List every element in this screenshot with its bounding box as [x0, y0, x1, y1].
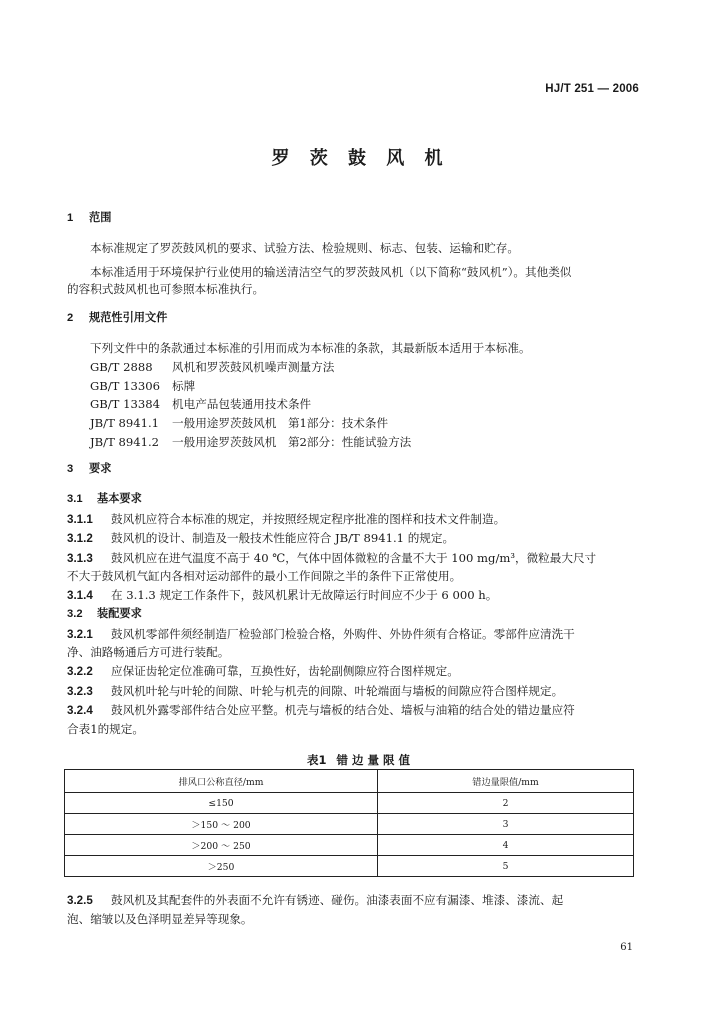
section-2-heading: [67, 311, 167, 325]
table-row: [65, 793, 634, 814]
table-row: [65, 835, 634, 856]
reference-title: 一般用途罗茨鼓风机 第2部分：性能试验方法: [172, 435, 412, 449]
section-title: 规范性引用文件: [89, 311, 168, 324]
clause-text: 鼓风机叶轮与叶轮的间隙、叶轮与机壳的间隙、叶轮端面与墙板的间隙应符合图样规定。: [111, 684, 564, 698]
table-cell: ＞150 ～ 200: [65, 814, 378, 835]
standard-number: HJ/T 251 — 2006: [545, 83, 639, 95]
subsection-title: 基本要求: [97, 492, 142, 505]
reference-code: GB/T 13306: [90, 379, 160, 393]
table-caption: [0, 752, 721, 768]
reference-title: 标牌: [172, 379, 196, 393]
clause-number: 3.2.3: [67, 685, 93, 698]
reference-item: [90, 397, 311, 411]
clause-number: 3.2.5: [67, 894, 93, 907]
reference-code: JB/T 8941.1: [90, 416, 160, 430]
clause-text: 鼓风机外露零部件结合处应平整。机壳与墙板的结合处、墙板与油箱的结合处的错边量应符: [111, 703, 575, 717]
clause-3-2-1: [67, 627, 575, 642]
section-title: 范围: [89, 211, 112, 224]
reference-code: JB/T 8941.2: [90, 435, 160, 449]
reference-code: GB/T 13384: [90, 397, 160, 411]
reference-item: [90, 379, 195, 393]
clause-number: 3.1.3: [67, 552, 93, 565]
section-number: 1: [67, 212, 74, 224]
clause-number: 3.2.1: [67, 628, 93, 641]
clause-continuation: 不大于鼓风机气缸内各相对运动部件的最小工作间隙之半的条件下正常使用。: [67, 569, 462, 583]
column-header: 排风口公称直径/mm: [65, 770, 378, 793]
section-3-heading: [67, 462, 111, 476]
clause-continuation: 泡、缩皱以及色泽明显差异等现象。: [67, 912, 253, 926]
clause-text: 鼓风机的设计、制造及一般技术性能应符合 JB/T 8941.1 的规定。: [111, 531, 455, 545]
clause-text: 在 3.1.3 规定工作条件下，鼓风机累计无故障运行时间应不少于 6 000 h。: [111, 588, 498, 602]
section-number: 2: [67, 312, 74, 324]
section-title: 要求: [89, 462, 112, 475]
table-cell: ＞250: [65, 856, 378, 877]
edge-offset-limit-table: [64, 769, 634, 877]
reference-code: GB/T 2888: [90, 360, 153, 374]
clause-text: 鼓风机及其配套件的外表面不允许有锈迹、碰伤。油漆表面不应有漏漆、堆漆、漆流、起: [111, 893, 564, 907]
subsection-heading: [67, 607, 142, 621]
clause-text: 鼓风机零部件须经制造厂检验部门检验合格，外购件、外协件须有合格证。零部件应清洗干: [111, 627, 575, 641]
reference-title: 机电产品包装通用技术条件: [172, 397, 312, 411]
reference-item: [90, 435, 411, 449]
subsection-number: 3.1: [67, 493, 83, 505]
paragraph: 本标准规定了罗茨鼓风机的要求、试验方法、检验规则、标志、包装、运输和贮存。: [90, 241, 519, 255]
clause-3-1-1: [67, 512, 505, 527]
table-header-row: [65, 770, 634, 793]
clause-3-2-4: [67, 703, 575, 718]
paragraph: 的容积式鼓风机也可参照本标准执行。: [67, 282, 265, 296]
reference-title: 风机和罗茨鼓风机噪声测量方法: [172, 360, 335, 374]
clause-number: 3.1.4: [67, 589, 93, 602]
reference-title: 一般用途罗茨鼓风机 第1部分：技术条件: [172, 416, 389, 430]
table-number: 表1: [306, 753, 327, 767]
reference-item: [90, 360, 334, 374]
clause-text: 鼓风机应在进气温度不高于 40 ℃，气体中固体微粒的含量不大于 100 mg/m³，微粒最大尺寸: [111, 551, 597, 565]
column-header: 错边量限值/mm: [378, 770, 634, 793]
clause-3-1-3: [67, 551, 596, 566]
clause-3-2-2: [67, 664, 459, 679]
paragraph: 本标准适用于环境保护行业使用的输送清洁空气的罗茨鼓风机（以下简称“鼓风机”）。其他类似: [90, 265, 572, 279]
section-number: 3: [67, 463, 74, 475]
subsection-heading: [67, 492, 142, 506]
clause-number: 3.2.2: [67, 665, 93, 678]
paragraph: 下列文件中的条款通过本标准的引用而成为本标准的条款，其最新版本适用于本标准。: [90, 341, 531, 355]
reference-item: [90, 416, 388, 430]
page-title: 罗 茨 鼓 风 机: [271, 148, 450, 169]
clause-continuation: 净、油路畅通后方可进行装配。: [67, 645, 230, 659]
clause-number: 3.2.4: [67, 704, 93, 717]
table-row: [65, 856, 634, 877]
table-title: 错边量限值: [336, 753, 414, 767]
table-cell: 5: [378, 856, 634, 877]
section-1-heading: [67, 211, 111, 225]
subsection-number: 3.2: [67, 608, 83, 620]
clause-number: 3.1.2: [67, 532, 93, 545]
clause-text: 鼓风机应符合本标准的规定，并按照经规定程序批准的图样和技术文件制造。: [111, 512, 506, 526]
table-cell: ＞200 ～ 250: [65, 835, 378, 856]
table-cell: 3: [378, 814, 634, 835]
clause-continuation: 合表1的规定。: [67, 722, 144, 736]
clause-number: 3.1.1: [67, 513, 93, 526]
table-row: [65, 814, 634, 835]
clause-3-2-3: [67, 684, 563, 699]
table-cell: ≤150: [65, 793, 378, 814]
clause-3-2-5: [67, 893, 563, 908]
page-number: 61: [620, 942, 633, 953]
subsection-title: 装配要求: [97, 607, 142, 620]
clause-3-1-2: [67, 531, 454, 546]
table-cell: 2: [378, 793, 634, 814]
table-cell: 4: [378, 835, 634, 856]
clause-3-1-4: [67, 588, 497, 603]
clause-text: 应保证齿轮定位准确可靠，互换性好，齿轮副侧隙应符合图样规定。: [111, 664, 459, 678]
